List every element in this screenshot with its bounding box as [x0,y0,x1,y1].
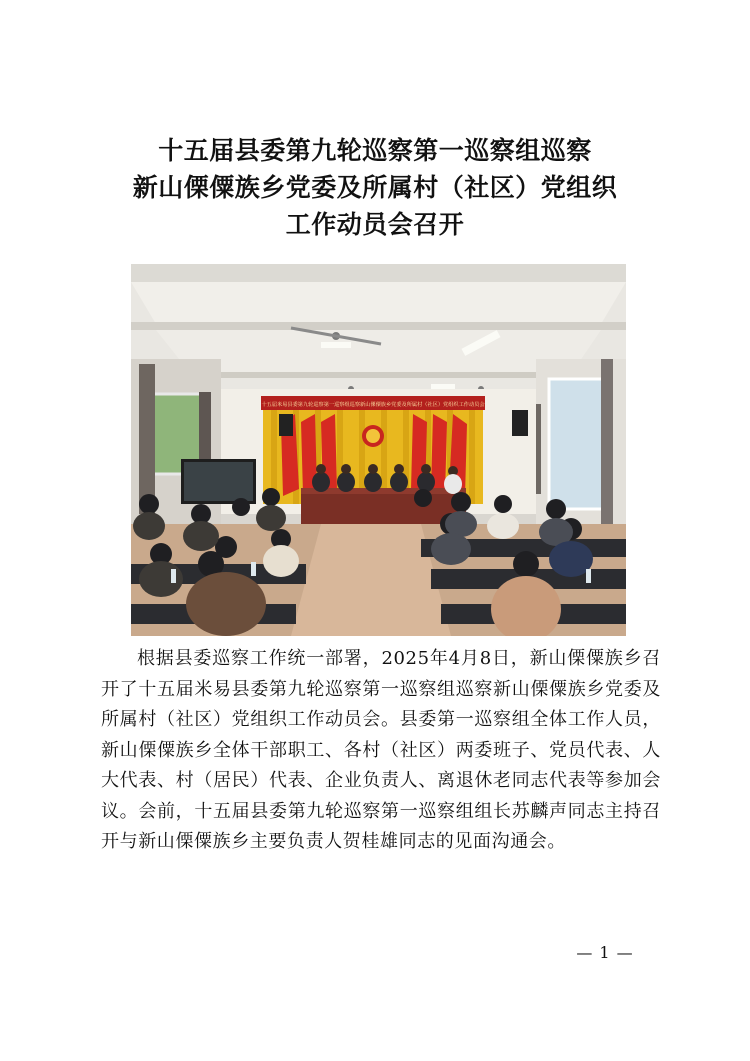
title-line-1: 十五届县委第九轮巡察第一巡察组巡察 [158,136,592,165]
document-title [60,132,690,243]
banner-text: 十五届米易县委第九轮巡察第一巡察组巡察新山傈僳族乡党委及所属村（社区）党组织工作动员会 [261,402,485,408]
title-line-2: 新山傈僳族乡党委及所属村（社区）党组织 [132,173,618,202]
national-emblem-icon [362,425,384,447]
body-paragraph: 根据县委巡察工作统一部署，2025年4月8日，新山傈僳族乡召开了十五届米易县委第九轮巡察第一巡察组巡察新山傈僳族乡党委及所属村（社区）党组织工作动员会。县委第一巡察组全体工作人员，新山傈僳族乡全体干部职工、各村（社区）两委班子、党员代表、人大代表、村（居民）代表、企业负责人、离退休老同志代表等参加会议。会前，十五届县委第九轮巡察第一巡察组组长苏麟声同志主持召开与新山傈僳族乡主要负责人贺桂雄同志的见面沟通会。 [101,648,661,852]
title-line-3: 工作动员会召开 [285,210,465,239]
page-number: — 1 — [576,943,634,962]
meeting-photo [131,264,626,636]
